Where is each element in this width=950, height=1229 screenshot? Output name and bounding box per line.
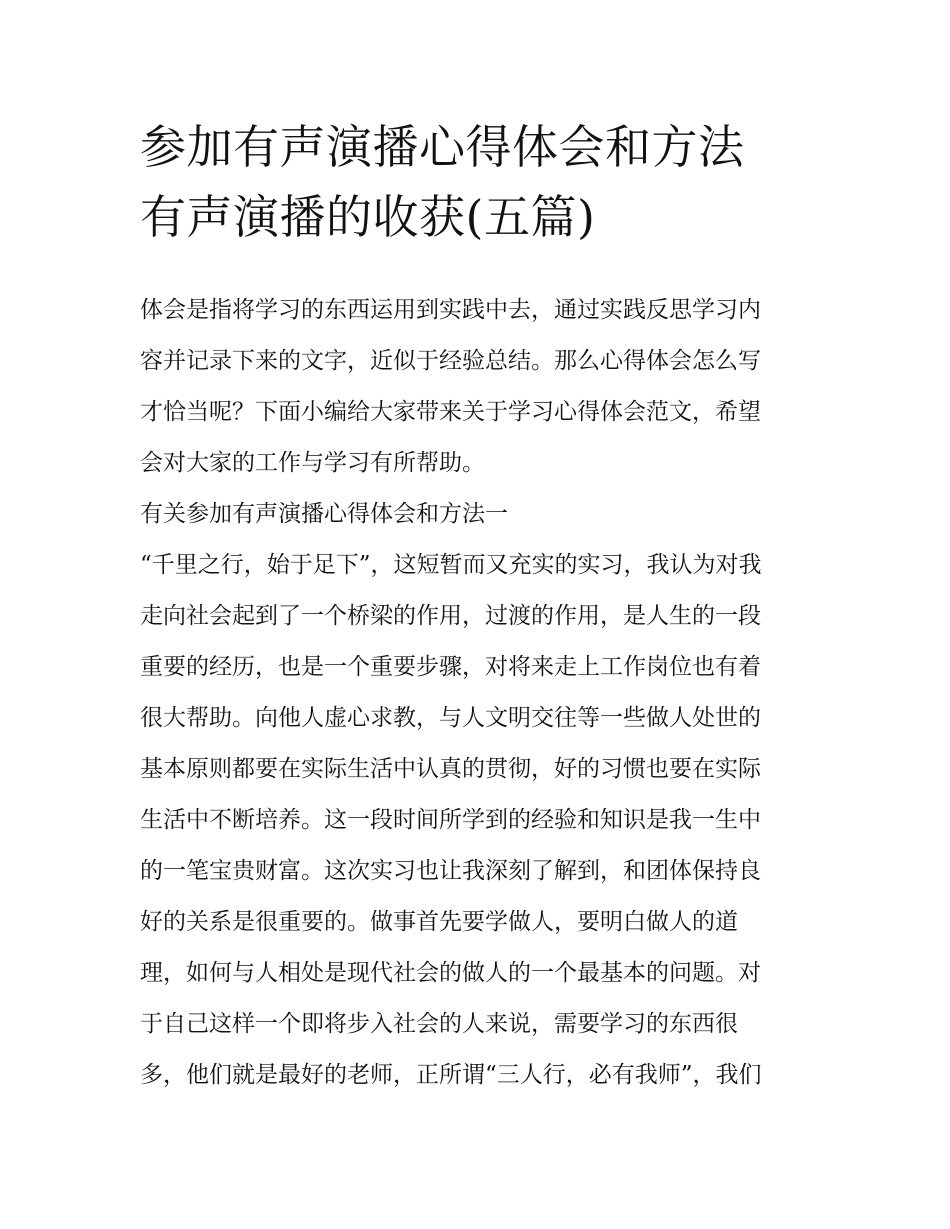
paragraph-line-6: 生活中不断培养。这一段时间所学到的经验和知识是我一生中 [140, 807, 761, 833]
document-title [140, 112, 820, 252]
paragraph-line-3: 重要的经历，也是一个重要步骤，对将来走上工作岗位也有着 [140, 654, 761, 680]
section-heading: 有关参加有声演播心得体会和方法一 [140, 501, 508, 527]
paragraph-line-1: “千里之行，始于足下”，这短暂而又充实的实习，我认为对我 [140, 552, 762, 578]
paragraph-line-2: 走向社会起到了一个桥梁的作用，过渡的作用，是人生的一段 [140, 603, 761, 629]
paragraph-line-11: 多，他们就是最好的老师，正所谓“三人行，必有我师”，我们 [140, 1062, 762, 1088]
paragraph-line-9: 理，如何与人相处是现代社会的做人的一个最基本的问题。对 [140, 960, 761, 986]
document-body [140, 285, 820, 1101]
paragraph-line-4: 很大帮助。向他人虚心求教，与人文明交往等一些做人处世的 [140, 705, 761, 731]
paragraph-line-8: 好的关系是很重要的。做事首先要学做人，要明白做人的道 [140, 909, 738, 935]
intro-line-1: 体会是指将学习的东西运用到实践中去，通过实践反思学习内 [140, 297, 761, 323]
intro-line-4: 会对大家的工作与学习有所帮助。 [140, 450, 485, 476]
intro-line-3: 才恰当呢？下面小编给大家带来关于学习心得体会范文，希望 [140, 399, 761, 425]
intro-line-2: 容并记录下来的文字，近似于经验总结。那么心得体会怎么写 [140, 348, 761, 374]
paragraph-line-10: 于自己这样一个即将步入社会的人来说，需要学习的东西很 [140, 1011, 738, 1037]
title-line-2: 有声演播的收获(五篇) [140, 190, 596, 244]
paragraph-line-7: 的一笔宝贵财富。这次实习也让我深刻了解到，和团体保持良 [140, 858, 761, 884]
title-line-1: 参加有声演播心得体会和方法 [140, 120, 745, 174]
paragraph-line-5: 基本原则都要在实际生活中认真的贯彻，好的习惯也要在实际 [140, 756, 761, 782]
